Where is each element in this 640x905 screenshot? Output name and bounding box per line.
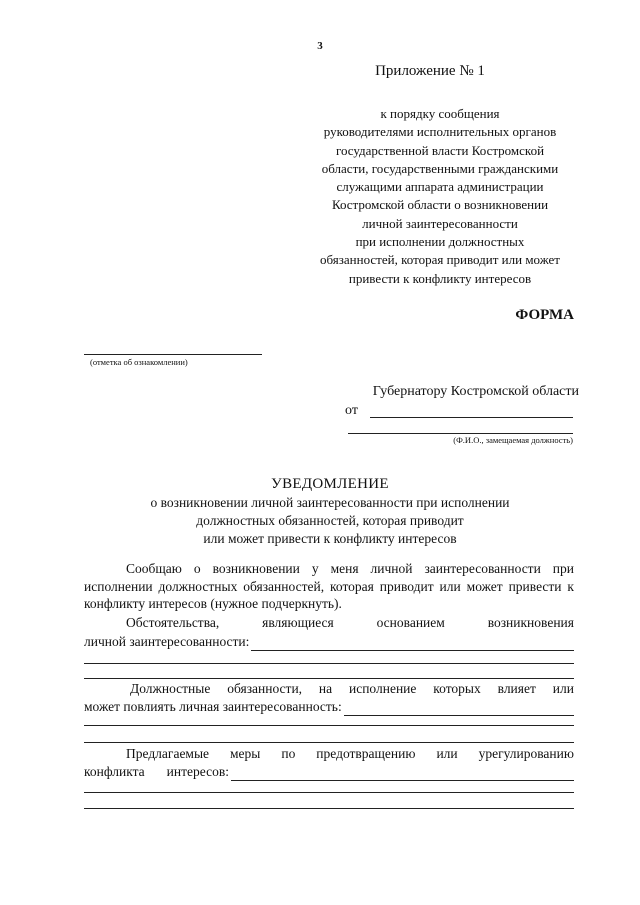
fill-line [251,637,574,651]
word: или [436,746,458,761]
notice-title: УВЕДОМЛЕНИЕ [271,476,389,492]
measures-fill [84,763,574,781]
word: урегулированию [478,746,574,761]
circumstances-line [126,614,574,632]
word: возникновения [487,615,574,630]
measures-line [126,745,574,763]
circumstances-fill [84,633,574,651]
word: Обстоятельства, [126,615,220,630]
from-label: от [345,403,358,418]
word: основанием [376,615,445,630]
blank-line [84,808,574,809]
word: меры [230,746,261,761]
word: Должностные [130,681,211,696]
measures-label-2: интересов: [166,764,229,779]
blank-line [84,678,574,679]
blank-line [84,663,574,664]
word: или [552,681,574,696]
appendix-title: Приложение № 1 [375,63,485,79]
word: влияет [497,681,536,696]
blank-line [84,725,574,726]
word: обязанности, [227,681,303,696]
fill-line [231,767,574,781]
fio-caption: (Ф.И.О., замещаемая должность) [453,435,573,445]
word: являющиеся [262,615,334,630]
appendix-subtitle: к порядку сообщения руководителями исполнительных органов государственной власти Костромской области, государственными гражданскими служащими аппарата администрации Костромской области о возникновении личной заинтересованности при исполнении должностных обязанностей, которая приводит или может привести к конфликту интересов [320,106,560,286]
duties-line [130,680,574,698]
blank-line [84,792,574,793]
fill-line [344,702,574,716]
word: по [281,746,296,761]
duties-label: может повлиять личная заинтересованность: [84,699,342,714]
duties-fill [84,698,574,716]
addressee: Губернатору Костромской области [372,384,579,399]
acknowledgement-line [84,354,262,355]
word: исполнение [348,681,417,696]
word: на [318,681,333,696]
measures-label-1: конфликта [84,764,145,779]
circumstances-label: личной заинтересованности: [84,634,250,649]
paragraph-statement: Сообщаю о возникновении у меня личной заинтересованности при исполнении должностных обязанностей, которая приводит или может привести к конфликту интересов (нужное подчеркнуть). [84,561,574,611]
form-label: ФОРМА [515,307,574,323]
word: Предлагаемые [126,746,210,761]
word: которых [433,681,481,696]
notice-subtitle: о возникновении личной заинтересованности при исполнении должностных обязанностей, которая приводит или может привести к конфликту интересов [150,495,510,546]
word: предотвращению [316,746,416,761]
position-fill-line [348,433,573,434]
acknowledgement-caption: (отметка об ознакомлении) [90,357,188,367]
from-fill-line [370,417,573,418]
blank-line [84,742,574,743]
page-number: 3 [317,40,323,52]
